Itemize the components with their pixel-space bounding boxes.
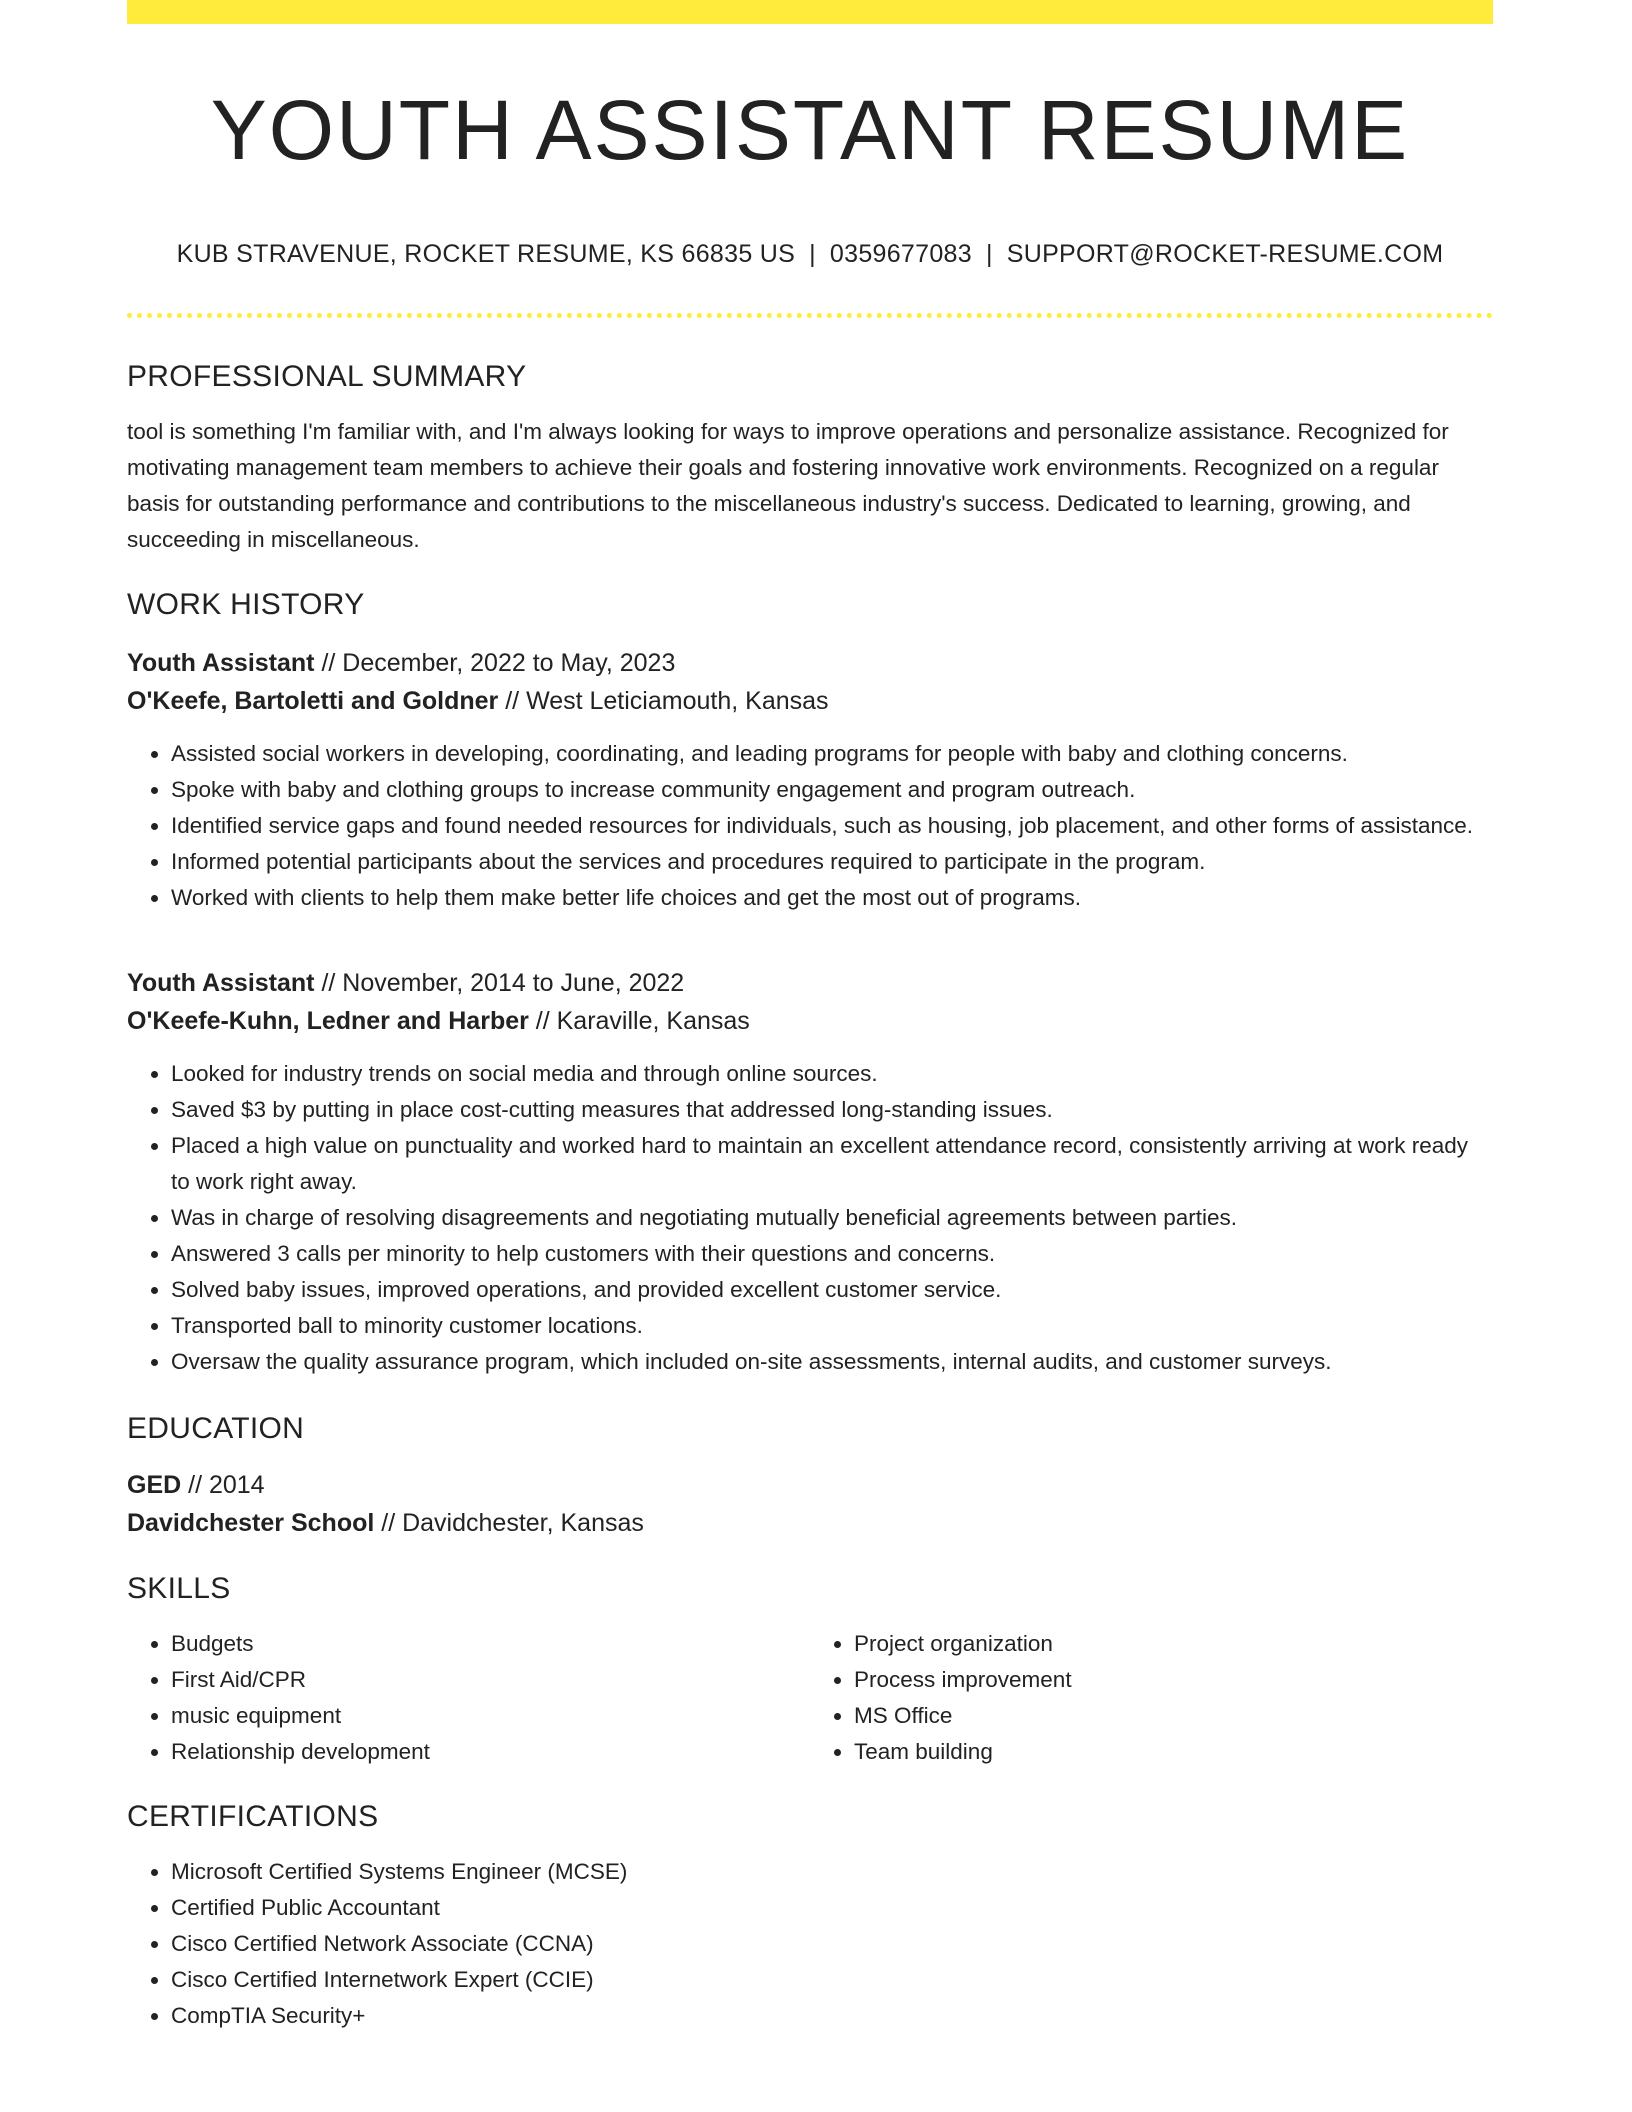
- resume-page: [127, 0, 1493, 2034]
- job-bullet: • Saved $3 by putting in place cost-cutting measures that addressed long-standing issues.: [171, 1092, 1493, 1128]
- contact-phone: 0359677083: [829, 240, 972, 269]
- job-location: // West Leticiamouth, Kansas: [498, 687, 829, 716]
- skill-item: • Team building: [854, 1734, 1493, 1770]
- job-title: Youth Assistant: [127, 969, 315, 998]
- job-company-line: [127, 1002, 1493, 1040]
- certification-item: • CompTIA Security+: [171, 1998, 1493, 2034]
- job-bullet: • Identified service gaps and found needed resources for individuals, such as housing, job placement, and other forms of assistance.: [171, 808, 1493, 844]
- job-entry: [127, 964, 1493, 1380]
- job-dates: // December, 2022 to May, 2023: [314, 649, 676, 678]
- job-company: O'Keefe, Bartoletti and Goldner: [127, 687, 499, 716]
- job-bullets: [127, 1056, 1493, 1380]
- skill-item: • music equipment: [171, 1698, 810, 1734]
- accent-bar: [127, 0, 1493, 24]
- certification-item: • Cisco Certified Network Associate (CCNA): [171, 1926, 1493, 1962]
- contact-separator: |: [985, 240, 993, 269]
- certification-item: • Microsoft Certified Systems Engineer (MCSE): [171, 1854, 1493, 1890]
- contact-separator: |: [809, 240, 816, 269]
- job-bullet: • Assisted social workers in developing, coordinating, and leading programs for people with baby and clothing concerns.: [171, 736, 1493, 772]
- work-history-heading: WORK HISTORY: [127, 588, 365, 622]
- page-title: YOUTH ASSISTANT RESUME: [210, 83, 1410, 177]
- skills-list-left: [127, 1626, 810, 1770]
- certifications-heading: CERTIFICATIONS: [127, 1800, 379, 1834]
- job-bullet: • Informed potential participants about the services and procedures required to participate in the program.: [171, 844, 1493, 880]
- job-bullet: • Answered 3 calls per minority to help customers with their questions and concerns.: [171, 1236, 1493, 1272]
- job-company: O'Keefe-Kuhn, Ledner and Harber: [127, 1007, 529, 1036]
- job-entry: [127, 644, 1493, 916]
- job-bullet: • Transported ball to minority customer locations.: [171, 1308, 1493, 1344]
- education-entry: [127, 1466, 1493, 1542]
- skill-item: • Relationship development: [171, 1734, 810, 1770]
- education-year: // 2014: [181, 1471, 265, 1500]
- skill-item: • First Aid/CPR: [171, 1662, 810, 1698]
- skill-item: • Process improvement: [854, 1662, 1493, 1698]
- job-bullet: • Worked with clients to help them make better life choices and get the most out of programs.: [171, 880, 1493, 916]
- job-bullet: • Solved baby issues, improved operations, and provided excellent customer service.: [171, 1272, 1493, 1308]
- certification-item: • Certified Public Accountant: [171, 1890, 1493, 1926]
- job-bullet: • Placed a high value on punctuality and worked hard to maintain an excellent attendance record, consistently arriving at work ready to work right away.: [171, 1128, 1493, 1200]
- summary-heading: PROFESSIONAL SUMMARY: [127, 360, 527, 394]
- job-location: // Karaville, Kansas: [528, 1007, 750, 1036]
- education-degree-line: [127, 1466, 1493, 1504]
- skill-item: • Budgets: [171, 1626, 810, 1662]
- skills-list-right: [810, 1626, 1493, 1770]
- dotted-divider: [127, 313, 1493, 318]
- education-school: Davidchester School: [127, 1509, 375, 1538]
- skills-grid: [127, 1626, 1493, 1770]
- contact-email: SUPPORT@ROCKET-RESUME.COM: [1006, 240, 1444, 269]
- job-company-line: [127, 682, 1493, 720]
- skill-item: • Project organization: [854, 1626, 1493, 1662]
- job-title: Youth Assistant: [127, 649, 315, 678]
- job-bullet: • Oversaw the quality assurance program, which included on-site assessments, internal audits, and customer surveys.: [171, 1344, 1493, 1380]
- summary-text: tool is something I'm familiar with, and I'm always looking for ways to improve operations and personalize assistance. Recognized for motivating management team members to achieve their goals and fostering innovative work environments. Recognized on a regular basis for outstanding performance and contributions to the miscellaneous industry's success. Dedicated to learning, growing, and succeeding in miscellaneous.: [127, 419, 1449, 553]
- skill-item: • MS Office: [854, 1698, 1493, 1734]
- certifications-list: [127, 1854, 1493, 2034]
- job-bullet: • Was in charge of resolving disagreements and negotiating mutually beneficial agreements between parties.: [171, 1200, 1493, 1236]
- job-bullets: [127, 736, 1493, 916]
- job-title-line: [127, 644, 1493, 682]
- education-heading: EDUCATION: [127, 1412, 305, 1446]
- education-school-line: [127, 1504, 1493, 1542]
- job-title-line: [127, 964, 1493, 1002]
- education-degree: GED: [127, 1471, 182, 1500]
- education-location: // Davidchester, Kansas: [374, 1509, 644, 1538]
- job-bullet: • Spoke with baby and clothing groups to increase community engagement and program outreach.: [171, 772, 1493, 808]
- certification-item: • Cisco Certified Internetwork Expert (CCIE): [171, 1962, 1493, 1998]
- contact-line: [127, 240, 1493, 269]
- contact-address: KUB STRAVENUE, ROCKET RESUME, KS 66835 US: [176, 240, 796, 269]
- job-dates: // November, 2014 to June, 2022: [314, 969, 685, 998]
- skills-heading: SKILLS: [127, 1572, 231, 1606]
- job-bullet: • Looked for industry trends on social media and through online sources.: [171, 1056, 1493, 1092]
